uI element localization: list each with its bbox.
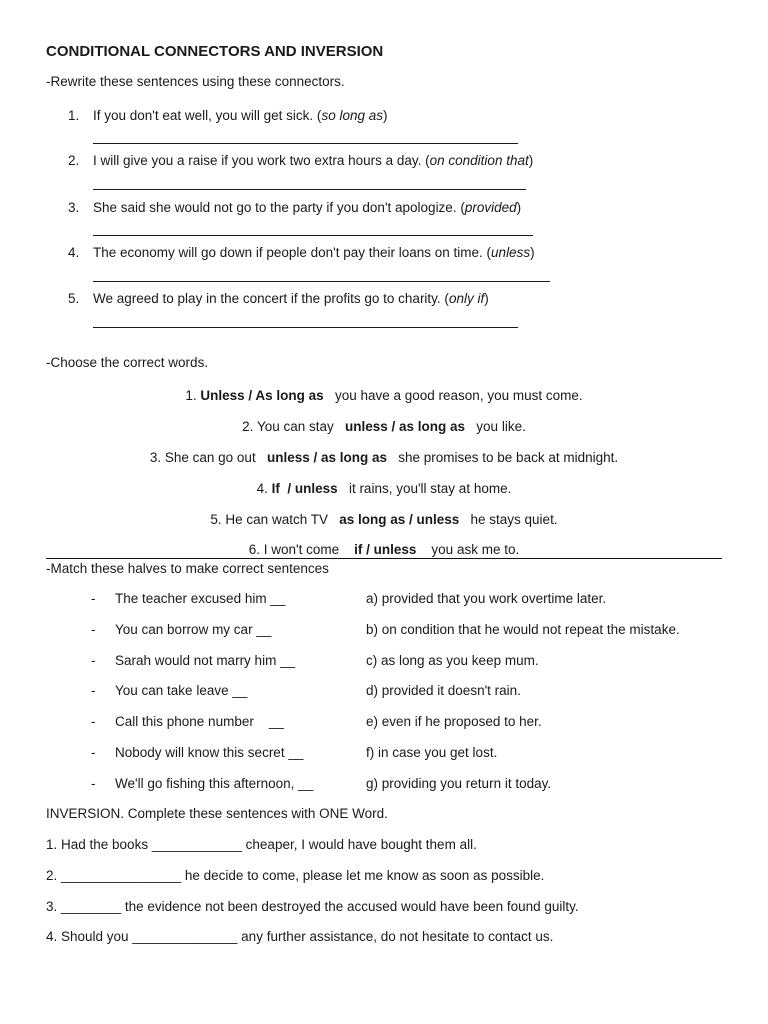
rewrite-sentence: If you don't eat well, you will get sick. (so long as) <box>93 108 388 123</box>
answer-line[interactable] <box>93 143 518 144</box>
inversion-sentence: 1. Had the books ____________ cheaper, I would have bought them all. <box>46 837 477 852</box>
choice-options[interactable]: unless / as long as <box>266 450 387 465</box>
choice-sentence: 6. I won't come if / unless you ask me to. <box>248 542 520 557</box>
match-right-half: f) in case you get lost. <box>366 745 498 760</box>
list-dash: - <box>91 591 96 606</box>
match-left-half: You can take leave __ <box>115 683 248 698</box>
choice-sentence: 5. He can watch TV as long as / unless he stays quiet. <box>210 512 558 527</box>
rewrite-sentence: I will give you a raise if you work two extra hours a day. (on condition that) <box>93 153 534 168</box>
match-left-half: Call this phone number __ <box>115 714 284 729</box>
choice-sentence: 1. Unless / As long as you have a good reason, you must come. <box>185 388 583 403</box>
choice-options[interactable]: If / unless <box>271 481 338 496</box>
choose-instruction: -Choose the correct words. <box>46 355 209 370</box>
section-divider <box>46 558 722 559</box>
match-right-half: c) as long as you keep mum. <box>366 653 539 668</box>
answer-line[interactable] <box>93 281 550 282</box>
list-dash: - <box>91 714 96 729</box>
list-dash: - <box>91 683 96 698</box>
choice-options[interactable]: if / unless <box>354 542 417 557</box>
answer-line[interactable] <box>93 235 533 236</box>
item-number: 4. <box>68 245 80 260</box>
list-dash: - <box>91 745 96 760</box>
match-left-half: You can borrow my car __ <box>115 622 272 637</box>
list-dash: - <box>91 653 96 668</box>
list-dash: - <box>91 622 96 637</box>
match-left-half: The teacher excused him __ <box>115 591 286 606</box>
list-dash: - <box>91 776 96 791</box>
rewrite-sentence: The economy will go down if people don't pay their loans on time. (unless) <box>93 245 535 260</box>
inversion-sentence: 2. ________________ he decide to come, please let me know as soon as possible. <box>46 868 545 883</box>
choice-sentence: 4. If / unless it rains, you'll stay at home. <box>256 481 512 496</box>
rewrite-sentence: We agreed to play in the concert if the profits go to charity. (only if) <box>93 291 489 306</box>
match-right-half: d) provided it doesn't rain. <box>366 683 521 698</box>
match-right-half: b) on condition that he would not repeat the mistake. <box>366 622 680 637</box>
item-number: 1. <box>68 108 80 123</box>
match-left-half: Nobody will know this secret __ <box>115 745 304 760</box>
item-number: 2. <box>68 153 80 168</box>
choice-options[interactable]: Unless / As long as <box>200 388 324 403</box>
answer-line[interactable] <box>93 189 526 190</box>
rewrite-instruction: -Rewrite these sentences using these connectors. <box>46 74 345 89</box>
match-right-half: a) provided that you work overtime later. <box>366 591 607 606</box>
inversion-instruction: INVERSION. Complete these sentences with ONE Word. <box>46 806 388 821</box>
answer-line[interactable] <box>93 327 518 328</box>
choice-options[interactable]: unless / as long as <box>345 419 466 434</box>
page-title: CONDITIONAL CONNECTORS AND INVERSION <box>46 43 384 60</box>
match-right-half: g) providing you return it today. <box>366 776 552 791</box>
rewrite-sentence: She said she would not go to the party if you don't apologize. (provided) <box>93 200 522 215</box>
choice-options[interactable]: as long as / unless <box>339 512 460 527</box>
choice-sentence: 3. She can go out unless / as long as she promises to be back at midnight. <box>149 450 619 465</box>
match-left-half: We'll go fishing this afternoon, __ <box>115 776 314 791</box>
match-instruction: -Match these halves to make correct sentences <box>46 561 329 576</box>
item-number: 3. <box>68 200 80 215</box>
inversion-sentence: 4. Should you ______________ any further assistance, do not hesitate to contact us. <box>46 929 554 944</box>
item-number: 5. <box>68 291 80 306</box>
match-right-half: e) even if he proposed to her. <box>366 714 542 729</box>
inversion-sentence: 3. ________ the evidence not been destroyed the accused would have been found guilty. <box>46 899 579 914</box>
match-left-half: Sarah would not marry him __ <box>115 653 296 668</box>
choice-sentence: 2. You can stay unless / as long as you like. <box>242 419 526 434</box>
